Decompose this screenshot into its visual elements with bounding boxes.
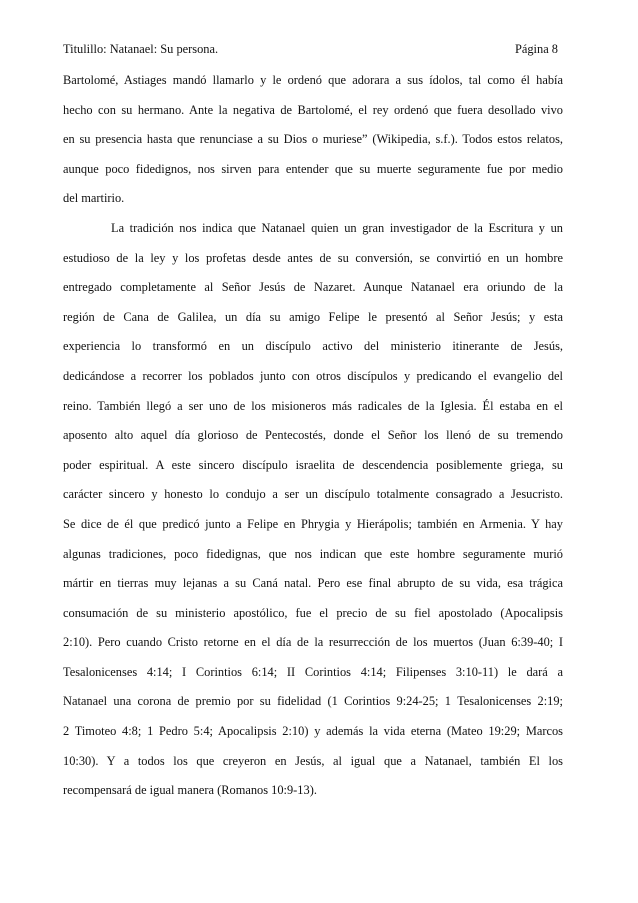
text-line: carácter sincero y honesto lo condujo a ser un discípulo totalmente consagrado a Jesucristo. [63,487,563,502]
text-line: poder espiritual. A este sincero discípulo israelita de descendencia posiblemente griega, su [63,457,563,472]
text-line: 10:30). Y a todos los que creyeron en Jesús, al igual que a Natanael, también El los [63,753,563,768]
text-line: algunas tradiciones, poco fidedignas, que nos indican que este hombre seguramente murió [63,546,563,561]
page-number: Página 8 [514,42,558,56]
text-line: experiencia lo transformó en un discípulo activo del ministerio itinerante de Jesús, [63,339,563,354]
text-line: Se dice de él que predicó junto a Felipe en Phrygia y Hierápolis; también en Armenia. Y hay [63,516,563,531]
running-head-title: Titulillo: Natanael: Su persona. [63,42,219,56]
document-body [63,70,563,810]
text-line: La tradición nos indica que Natanael quien un gran investigador de la Escritura y un [111,220,563,235]
text-line: 2:10). Pero cuando Cristo retorne en el día de la resurrección de los muertos (Juan 6:39-40; I [63,635,563,650]
text-line: aposento alto aquel día glorioso de Pentecostés, donde el Señor los llenó de su tremendo [63,428,563,443]
text-line: estudioso de la ley y los profetas desde antes de su conversión, se convirtió en un hombre [63,250,563,265]
text-line: Tesalonicenses 4:14; I Corintios 6:14; II Corintios 4:14; Filipenses 3:10-11) le dará a [63,664,563,679]
paragraph-1 [63,70,563,218]
text-line: del martirio. [63,191,125,206]
text-line: mártir en tierras muy lejanas a su Caná natal. Pero ese final abrupto de su vida, esa trágica [63,576,563,591]
text-line: consumación de su ministerio apostólico, fue el precio de su fiel apostolado (Apocalipsis [63,605,563,620]
text-line: hecho con su hermano. Ante la negativa de Bartolomé, el rey ordenó que fuera desollado vivo [63,102,563,117]
text-line: dedicándose a recorrer los poblados junto con otros discípulos y predicando el evangelio del [63,368,563,383]
text-line: región de Cana de Galilea, un día su amigo Felipe le presentó al Señor Jesús; y esta [63,309,563,324]
text-line: Natanael una corona de premio por su fidelidad (1 Corintios 9:24-25; 1 Tesalonicenses 2:19; [63,694,563,709]
text-line: reino. También llegó a ser uno de los misioneros más radicales de la Iglesia. Él estaba en el [63,398,563,413]
text-line: en su presencia hasta que renunciase a su Dios o muriese” (Wikipedia, s.f.). Todos estos relatos, [63,132,563,147]
text-line: 2 Timoteo 4:8; 1 Pedro 5:4; Apocalipsis 2:10) y además la vida eterna (Mateo 19:29; Marcos [63,724,563,739]
text-line: entregado completamente al Señor Jesús de Nazaret. Aunque Natanael era oriundo de la [63,280,563,295]
text-line: Bartolomé, Astiages mandó llamarlo y le ordenó que adorara a sus ídolos, tal como él había [63,73,563,87]
text-line: aunque poco fidedignos, nos sirven para entender que su muerte seguramente fue por medio [63,161,563,176]
paragraph-2 [63,218,563,810]
text-line: recompensará de igual manera (Romanos 10:9-13). [63,783,317,798]
